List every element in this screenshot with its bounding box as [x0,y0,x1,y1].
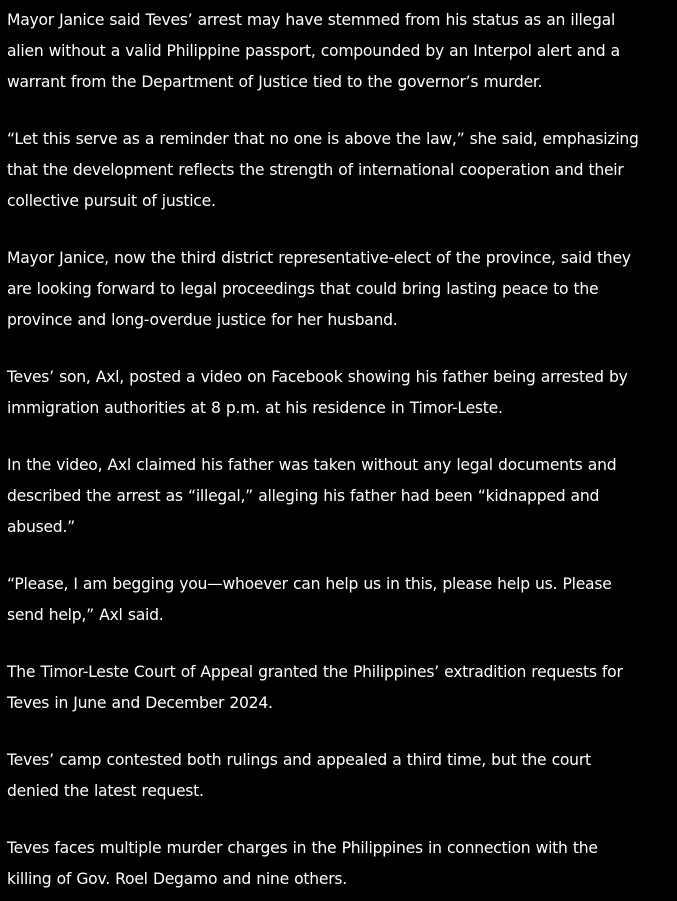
paragraph-plea-quote: “Please, I am begging you—whoever can help us in this, please help us. Please send help,” Axl said. [7,575,612,624]
paragraph-appeal: Teves’ camp contested both rulings and appealed a third time, but the court denied the latest request. [7,751,591,800]
paragraph-video-claims: In the video, Axl claimed his father was taken without any legal documents and described the arrest as “illegal,” alleging his father had been “kidnapped and abused.” [7,456,617,536]
paragraph-arrest-status: Mayor Janice said Teves’ arrest may have stemmed from his status as an illegal alien without a valid Philippine passport, compounded by an Interpol alert and a warrant from the Department of Justice tied to the governor’s murder. [7,11,620,91]
paragraph-facebook-video: Teves’ son, Axl, posted a video on Facebook showing his father being arrested by immigration authorities at 8 p.m. at his residence in Timor-Leste. [7,368,628,417]
paragraph-murder-charges: Teves faces multiple murder charges in the Philippines in connection with the killing of Gov. Roel Degamo and nine others. [7,839,598,888]
paragraph-legal-proceedings: Mayor Janice, now the third district representative-elect of the province, said they are looking forward to legal proceedings that could bring lasting peace to the province and long-overdue justice for her husband. [7,249,631,329]
paragraph-extradition-requests: The Timor-Leste Court of Appeal granted the Philippines’ extradition requests for Teves in June and December 2024. [7,663,623,712]
paragraph-reminder-quote: “Let this serve as a reminder that no one is above the law,” she said, emphasizing that the development reflects the strength of international cooperation and their collective pursuit of justice. [7,130,639,210]
